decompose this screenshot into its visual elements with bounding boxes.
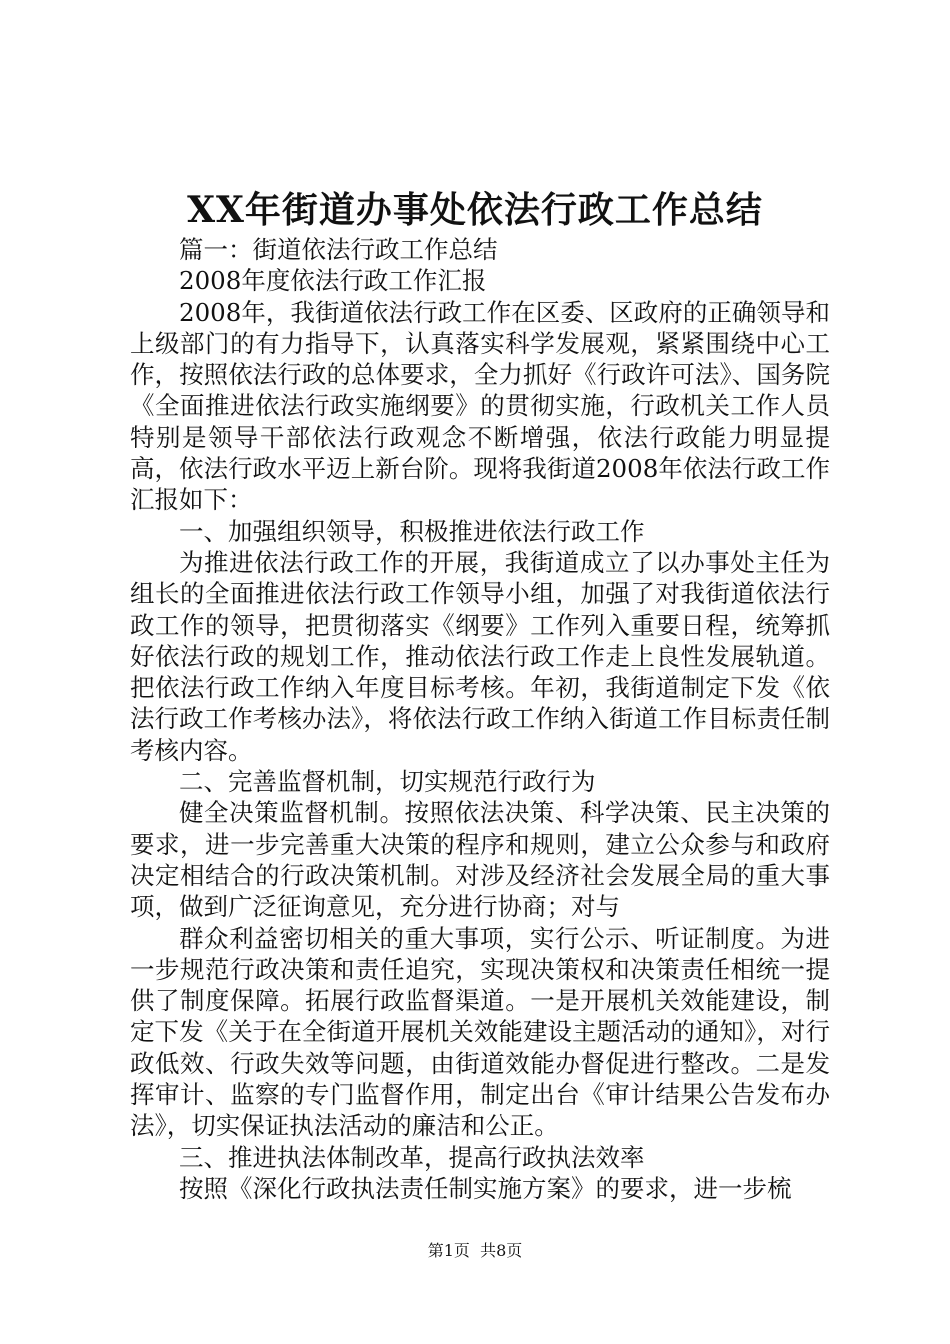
section-heading-3: 三、推进执法体制改革，提高行政执法效率	[179, 1142, 645, 1172]
section-heading-2: 二、完善监督机制，切实规范行政行为	[179, 767, 596, 797]
section-1-paragraph: 为推进依法行政工作的开展，我街道成立了以办事处主任为组长的全面推进依法行政工作领导小组，加强了对我街道依法行政工作的领导，把贯彻落实《纲要》工作列入重要日程，统筹抓好依法行政的规划工作，推动依法行政工作走上良性发展轨道。把依法行政工作纳入年度目标考核。年初，我街道制定下发《依法行政工作考核办法》，将依法行政工作纳入街道工作目标责任制考核内容。	[130, 547, 830, 765]
section-2-paragraph-1: 健全决策监督机制。按照依法决策、科学决策、民主决策的要求，进一步完善重大决策的程序和规则，建立公众参与和政府决定相结合的行政决策机制。对涉及经济社会发展全局的重大事项，做到广泛征询意见，充分进行协商；对与	[130, 798, 830, 922]
section-3-paragraph: 按照《深化行政执法责任制实施方案》的要求，进一步梳	[179, 1173, 792, 1203]
subtitle-paragraph: 篇一：街道依法行政工作总结	[179, 235, 498, 264]
intro-paragraph: 2008年，我街道依法行政工作在区委、区政府的正确领导和上级部门的有力指导下，认真落实科学发展观，紧紧围绕中心工作，按照依法行政的总体要求，全力抓好《行政许可法》、国务院《全面推进依法行政实施纲要》的贯彻实施，行政机关工作人员特别是领导干部依法行政观念不断增强，依法行政能力明显提高，依法行政水平迈上新台阶。现将我街道2008年依法行政工作汇报如下：	[130, 297, 830, 515]
document-title: XX年街道办事处依法行政工作总结	[187, 189, 763, 231]
report-heading-paragraph: 2008年度依法行政工作汇报	[179, 266, 487, 296]
section-heading-1: 一、加强组织领导，积极推进依法行政工作	[179, 516, 645, 546]
page-number-footer: 第1页 共8页	[427, 1241, 523, 1260]
section-2-paragraph-2: 群众利益密切相关的重大事项，实行公示、听证制度。为进一步规范行政决策和责任追究，实现决策权和决策责任相统一提供了制度保障。拓展行政监督渠道。一是开展机关效能建设，制定下发《关于在全街道开展机关效能建设主题活动的通知》，对行政低效、行政失效等问题，由街道效能办督促进行整改。二是发挥审计、监察的专门监督作用，制定出台《审计结果公告发布办法》，切实保证执法活动的廉洁和公正。	[130, 923, 830, 1141]
document-body	[130, 234, 830, 1204]
